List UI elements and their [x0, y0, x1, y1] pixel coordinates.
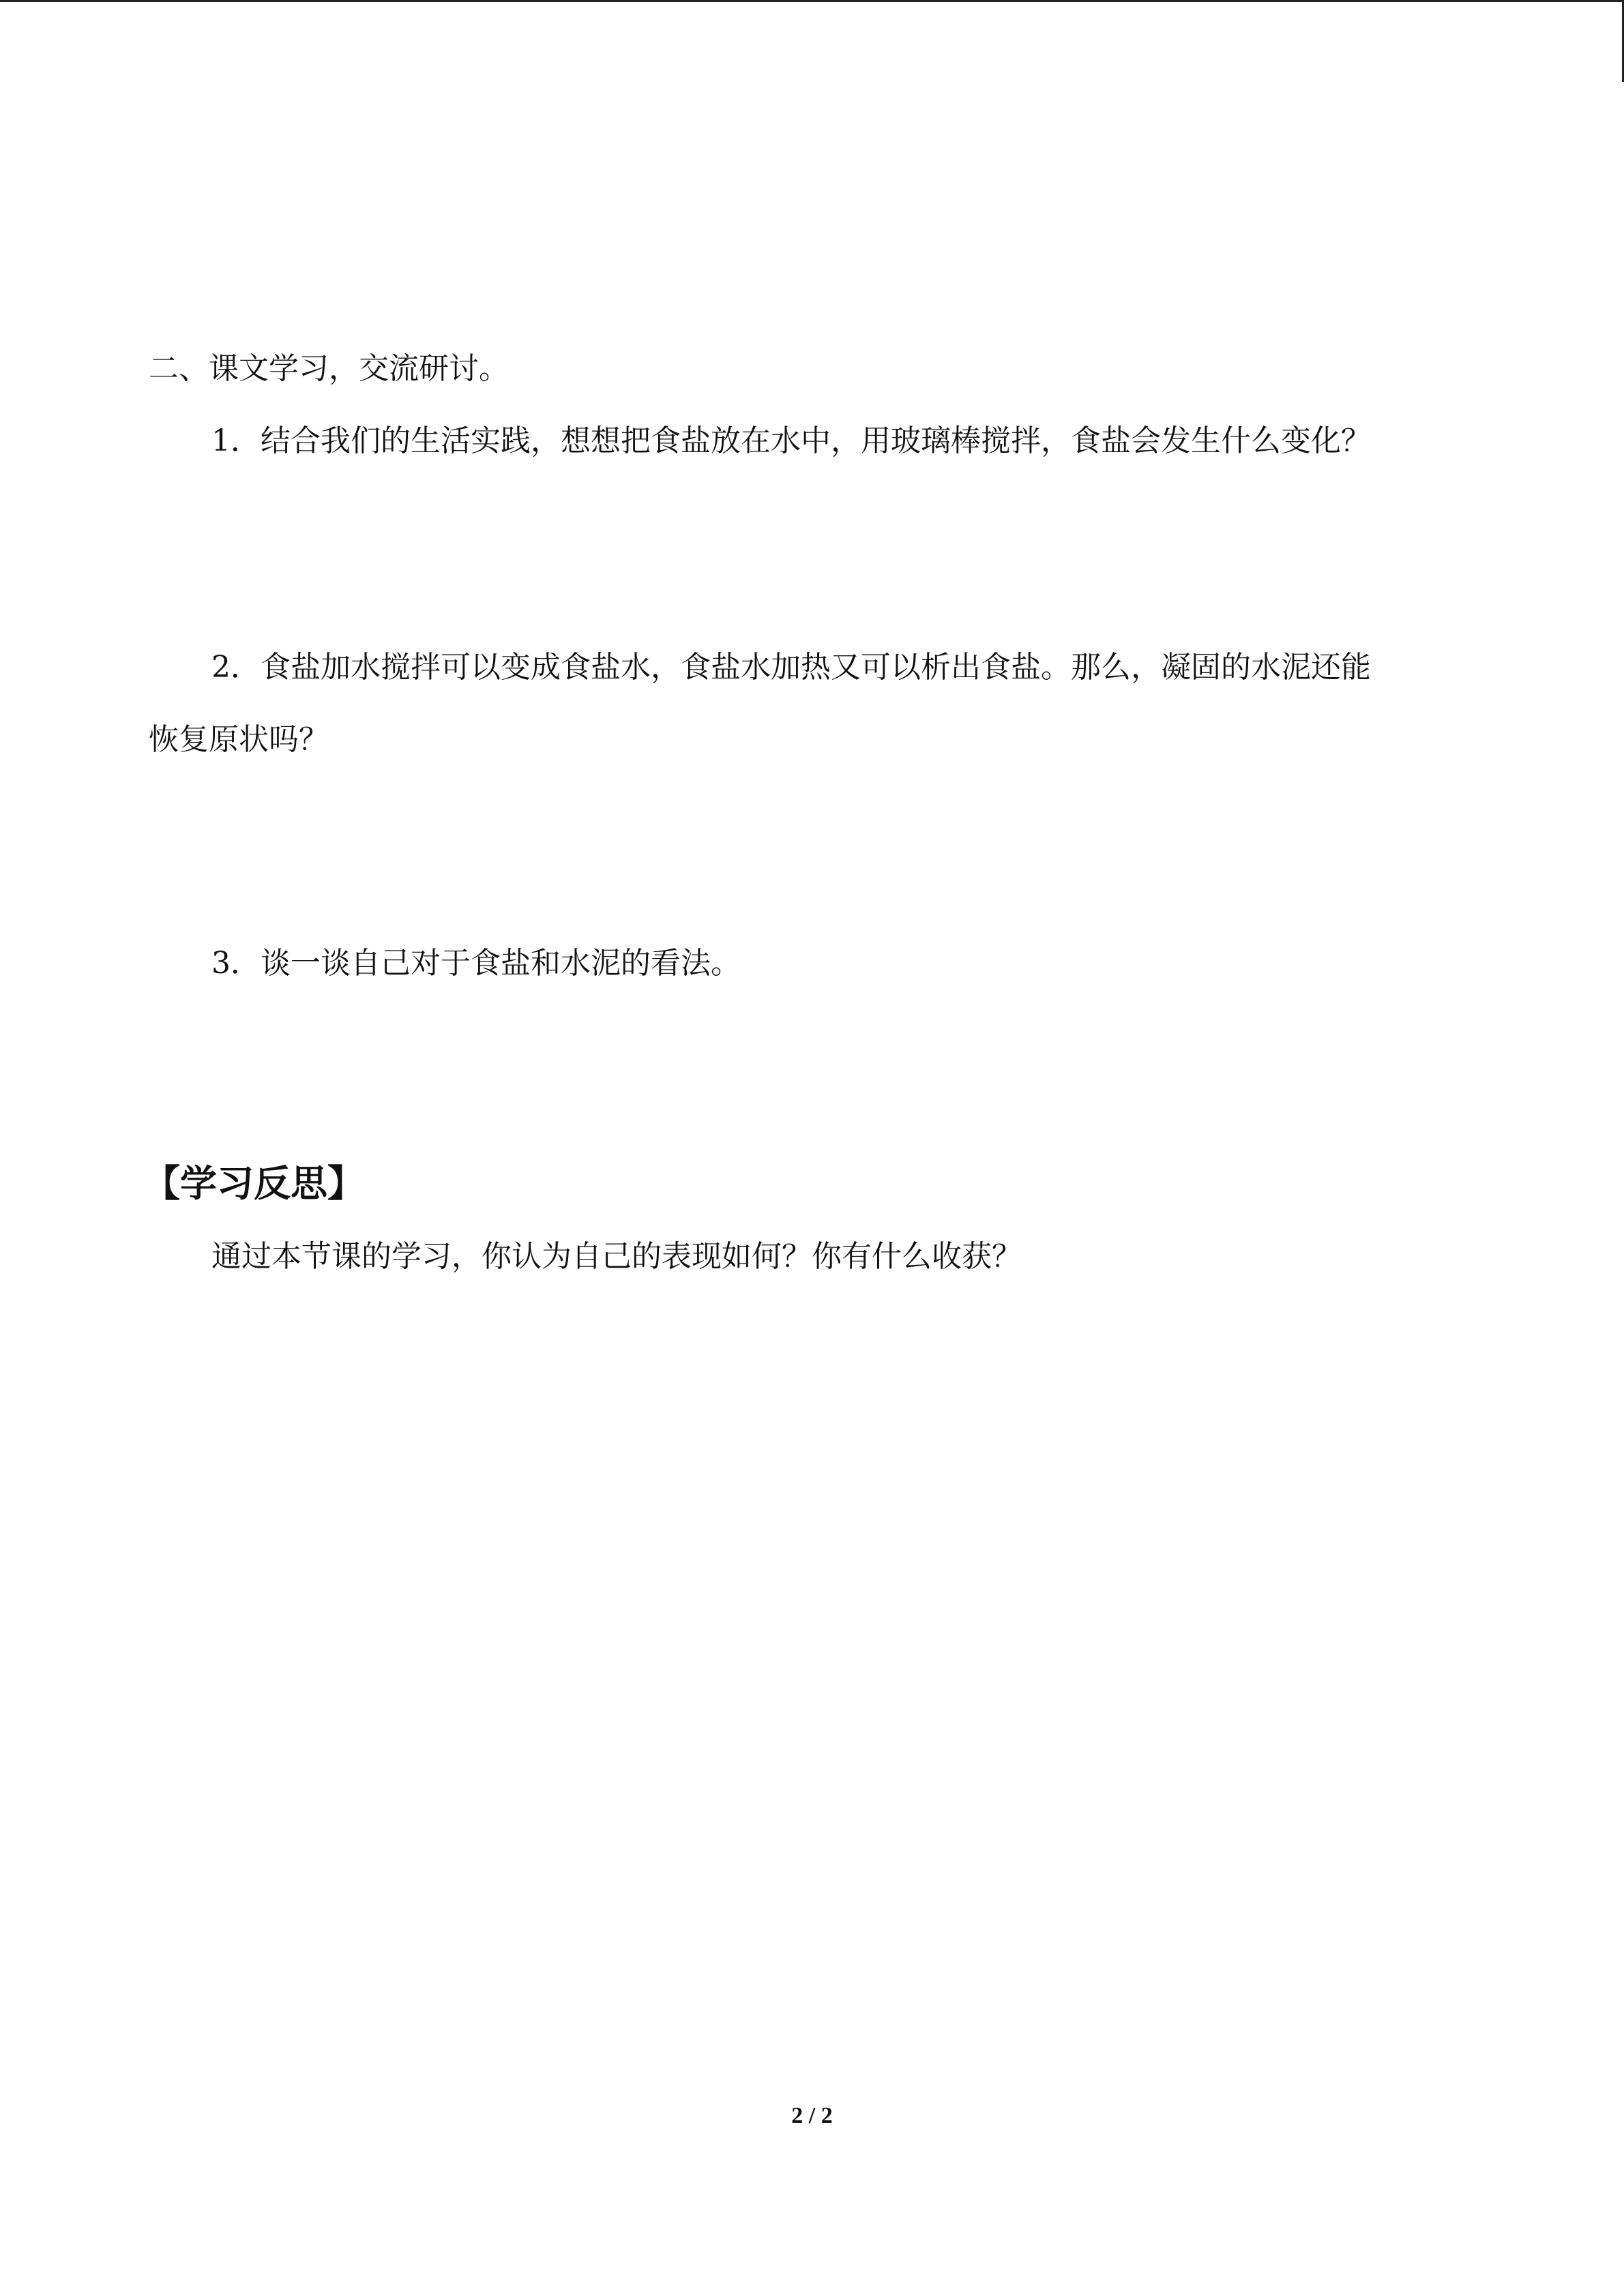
reflection-prompt: 通过本节课的学习，你认为自己的表现如何？你有什么收获？ — [211, 1239, 1022, 1274]
section-two-heading: 二、课文学习，交流研讨。 — [149, 351, 509, 386]
top-border — [0, 0, 1624, 2]
question-2-line-2: 恢复原状吗？ — [149, 722, 329, 757]
question-3: 3．谈一谈自己对于食盐和水泥的看法。 — [211, 946, 741, 981]
page-number: 2 / 2 — [791, 2103, 833, 2128]
question-2-line-1: 2．食盐加水搅拌可以变成食盐水，食盐水加热又可以析出食盐。那么，凝固的水泥还能 — [211, 650, 1371, 685]
answer-space-2 — [149, 776, 1486, 927]
question-1: 1．结合我们的生活实践，想想把食盐放在水中，用玻璃棒搅拌，食盐会发生什么变化？ — [211, 423, 1371, 458]
answer-space-1 — [149, 477, 1486, 631]
answer-space-3 — [149, 1000, 1486, 1147]
document-body — [143, 333, 1486, 1293]
reflection-heading: 【学习反思】 — [143, 1162, 364, 1205]
